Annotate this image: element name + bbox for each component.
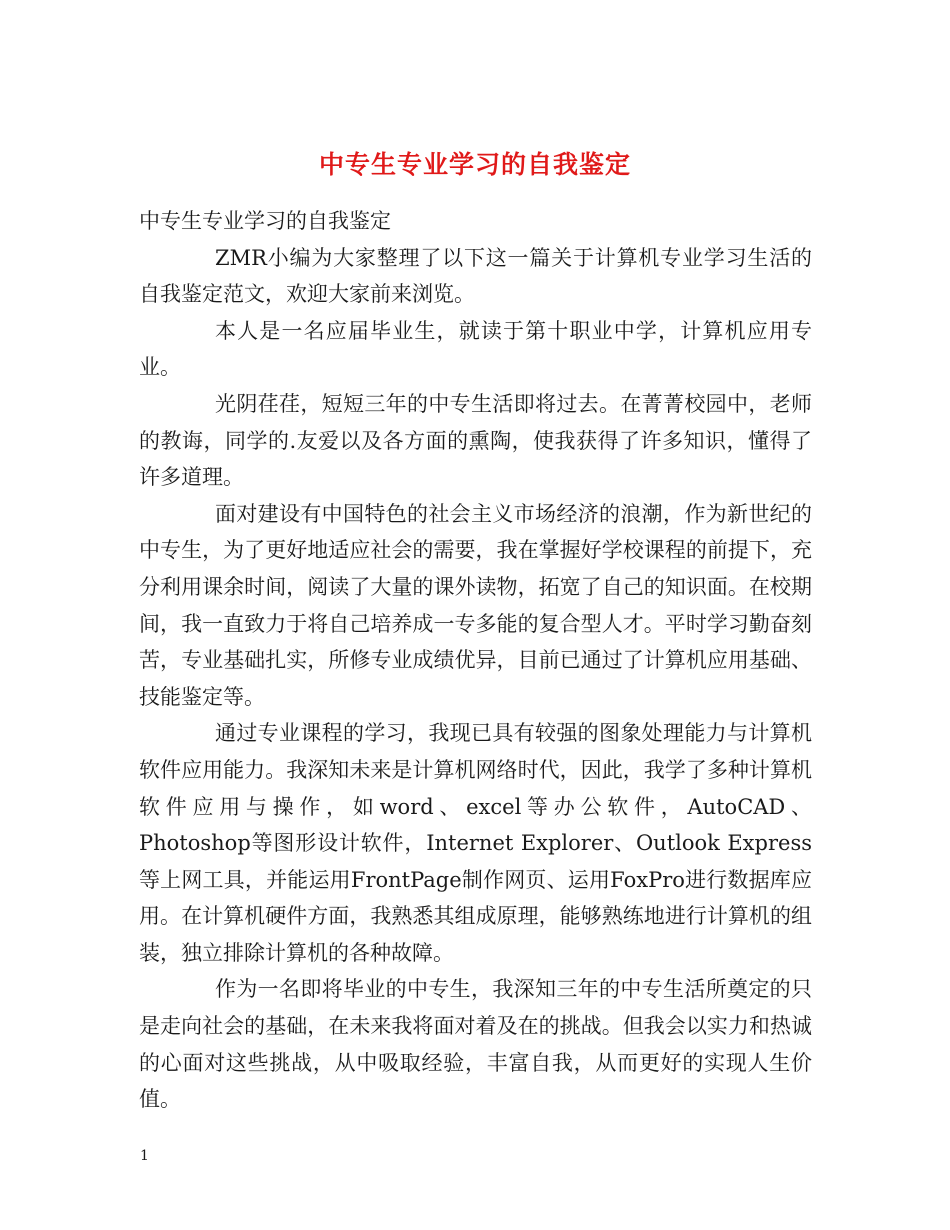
page-number: 1 bbox=[140, 1148, 149, 1164]
paragraph-skills: 通过专业课程的学习，我现已具有较强的图象处理能力与计算机软件应用能力。我深知未来是计算机网络时代，因此，我学了多种计算机软件应用与操作，如word、excel等办公软件，AutoCAD、Photoshop等图形设计软件，Internet Explorer、Outlook Express等上网工具，并能运用FrontPage制作网页、运用FoxPro进行数据库应用。在计算机硬件方面，我熟悉其组成原理，能够熟练地进行计算机的组装，独立排除计算机的各种故障。 bbox=[139, 721, 812, 965]
paragraph-school-life: 光阴荏荏，短短三年的中专生活即将过去。在菁菁校园中，老师的教诲，同学的.友爱以及各方面的熏陶，使我获得了许多知识，懂得了许多道理。 bbox=[139, 391, 812, 490]
paragraph-intro: ZMR小编为大家整理了以下这一篇关于计算机专业学习生活的自我鉴定范文，欢迎大家前来浏览。 bbox=[139, 245, 812, 307]
paragraph-study: 面对建设有中国特色的社会主义市场经济的浪潮，作为新世纪的中专生，为了更好地适应社会的需要，我在掌握好学校课程的前提下，充分利用课余时间，阅读了大量的课外读物，拓宽了自己的知识面。在校期间，我一直致力于将自己培养成一专多能的复合型人才。平时学习勤奋刻苦，专业基础扎实，所修专业成绩优异，目前已通过了计算机应用基础、技能鉴定等。 bbox=[139, 501, 812, 709]
document-title: 中专生专业学习的自我鉴定 bbox=[318, 149, 631, 179]
paragraph-background: 本人是一名应届毕业生，就读于第十职业中学，计算机应用专业。 bbox=[139, 318, 812, 380]
document-body bbox=[139, 203, 812, 1118]
paragraph-conclusion: 作为一名即将毕业的中专生，我深知三年的中专生活所奠定的只是走向社会的基础，在未来我将面对着及在的挑战。但我会以实力和热诚的心面对这些挑战，从中吸取经验，丰富自我，从而更好的实现人生价值。 bbox=[139, 977, 812, 1112]
document-subtitle: 中专生专业学习的自我鉴定 bbox=[139, 209, 391, 233]
